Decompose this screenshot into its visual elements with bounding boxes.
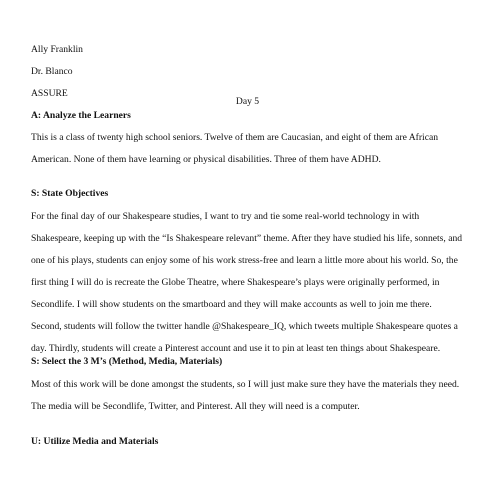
assignment-title: ASSURE [31,88,68,99]
instructor-name: Dr. Blanco [31,66,73,77]
section-heading-analyze: A: Analyze the Learners [31,110,131,121]
section-body-analyze: This is a class of twenty high school seniors. Twelve of them are Caucasian, and eight of them are African American. None of them have learning or physical disabilities. Three of them have ADHD. [31,132,439,165]
section-heading-utilize: U: Utilize Media and Materials [31,436,159,447]
section-heading-objectives: S: State Objectives [31,188,109,199]
section-body-select: Most of this work will be done amongst the students, so I will just make sure they have the materials they need. The media will be Secondlife, Twitter, and Pinterest. All they will need is a computer. [31,379,460,412]
section-heading-select: S: Select the 3 M’s (Method, Media, Materials) [31,356,223,367]
day-label: Day 5 [235,96,260,107]
section-body-objectives: For the final day of our Shakespeare studies, I want to try and tie some real-world technology in with Shakespeare, keeping up with the “Is Shakespeare relevant” theme. After they have studied his life, sonnets, and one of his plays, students can enjoy some of his work stress-free and learn a little more about his world. So, the first thing I will do is recreate the Globe Theatre, where Shakespeare’s plays were originally performed, in Secondlife. I will show students on the smartboard and they will make accounts as well to join me there. Second, students will follow the twitter handle @Shakespeare_IQ, which tweets multiple Shakespeare quotes a day. Thirdly, students will create a Pinterest account and use it to pin at least ten things about Shakespeare. [31,211,463,354]
student-name: Ally Franklin [31,44,83,55]
